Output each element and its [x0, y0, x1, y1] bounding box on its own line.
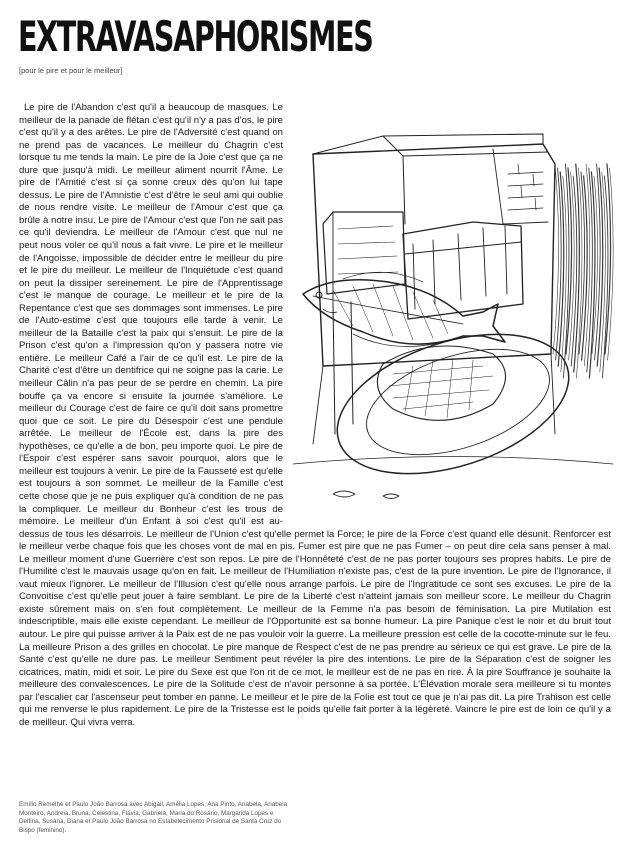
article-body: [19, 102, 611, 729]
fish-plate-drawing: [293, 104, 623, 519]
page-subtitle: [pour le pire et pour le meilleur]: [19, 66, 123, 75]
illustration-fish-plate: [293, 104, 623, 519]
article-paragraph: Le pire de l'Abandon c'est qu'il a beaucoup de masques. Le meilleur de la panade de flétan c'est qu'il n'y a pas d'os, le pire c'est qu'il y a des arêtes. Le pire de l'Adversité c'est quand on ne prend pas de vacances. Le meilleur du Chagrin c'est lorsque tu me tends la main. Le pire de la Joie c'est que ça ne dure que jusqu'à midi. Le meilleur aliment nourrit l'Âme. Le pire de l'Amitié c'est si ça sonne creux dès qu'on lui tape dessus. Le pire de l'Amnistie c'est d'être le seul ami qui oublie de nous rendre visite. Le meilleur de l'Amour c'est que ça brûle à notre insu. Le pire de l'Amour c'est que l'on ne sait pas ce qu'il deviendra. Le meilleur de l'Amour c'est que nul ne peut nous voler ce qu'il nous a fait vivre. Le pire et le meilleur de l'Angoisse, impossible de décider entre le meilleur du pire et le pire du meilleur. Le meilleur de l'Inquiétude c'est quand on peut la dissiper sereinement. Le pire de l'Apprentissage c'est le manque de courage. Le meilleur et le pire de la Repentance c'est que ses dommages sont immenses. Le pire de l'Auto-estime c'est que toujours elle tarde à venir. Le meilleur de la Bataille c'est la paix qui s'ensuit. Le pire de la Prison c'est qu'on a l'impression qu'on y passera notre vie entière. Le meilleur Café a l'air de ce qu'il est. Le pire de la Charité c'est d'être un dentifrice qui ne soigne pas la carie. Le meilleur Câlin n'a pas peur de se perdre en chemin. La pire bouffe ça va encore si ensuite la journée s'améliore. Le meilleur du Courage c'est de faire ce qu'il doit sans promettre quoi que ce soit. Le pire du Désespoir c'est une pendule arrêtée. Le meilleur de l'École est, dans la pire des hypothèses, ce qu'elle a de bon, peu importe quoi. Le pire de l'Espoir c'est espérer sans savoir pourquoi, alors que le meilleur est toujours à venir. Le pire de la Fausseté est qu'elle est toujours à son sommet. Le meilleur de la Famille c'est cette chose que je ne puis expliquer qu'à condition de ne pas la compliquer. Le meilleur du Bonheur c'est les trous de mémoire. Le meilleur d'un Enfant à soi c'est qu'il est au-dessus de tous les désarrois. Le meilleur de l'Union c'est qu'elle permet la Force; le pire de la Force c'est quand elle désunit. Renforcer est le meilleur verbe chaque fois que les choses vont de mal en pis. Fumer est pire que ne pas Fumer – on peut dire cela sans penser à mal. Le meilleur moment d'une Guerrière c'est son repos. Le pire de l'Honnêteté c'est de ne pas porter toujours ses propres habits. Le pire de l'Humilité c'est le mauvais usage qu'on en fait. Le meilleur de l'Humiliation n'existe pas, c'est de la pure invention. Le pire de l'Ignorance, il vaut mieux l'ignorer. Le meilleur de l'Illusion c'est qu'elle nous arrange parfois. Le pire de l'Ingratitude ce sont ses excuses. Le pire de la Convoitise c'est qu'elle peut jouer à faire semblant. Le pire de la Liberté c'est n'atteint jamais son meilleur score. Le meilleur du Chagrin existe sûrement mais on s'en fout complètement. Le meilleur de la Femme n'a pas besoin de féminisation. La pire Mutilation est indescriptible, mais elle existe cependant. Le meilleur de l'Opportunité est sa bonne humeur. La pire Panique c'est le noir et du bruit tout autour. Le pire qui puisse arriver à la Paix est de ne pas vouloir voir la guerre. La meilleure pression est celle de la cocotte-minute sur le feu. La meilleure Prison a des grilles en chocolat. Le pire manque de Respect c'est de ne pas prendre au sérieux ce qui est grave. Le pire de la Santé c'est qu'elle ne dure pas. Le meilleur Sentiment peut révéler la pire des intentions. Le pire de la Séparation c'est de soigner les cicatrices, matin, midi et soir. Le pire du Sexe est que l'on rit de ce mot, le meilleur est de ne pas en rire. À la pire Souffrance je souhaite la meilleure des convalescences. Le pire de la Solitude c'est de n'avoir personne à sa portée. L'Élévation morale sera meilleure si tu montes par l'escalier car l'ascenseur peut tomber en panne. Le meilleur et le pire de la Folie est tout ce que je n'ai pas dit. La pire Trahison est celle qui me renverse le plus rapidement. Le pire de la Tristesse est le poids qu'elle fait porter à la légèreté. Vaincre le pire est de loin ce qu'il y a de meilleur. Qui vivra verra.: [19, 102, 611, 728]
credits-text: Emílio Remelhe et Paulo João Barrosa avec Abigail, Amélia Lopes, Ana Pinto, Anabela, Anabela Monteiro, Andreia, Bruna, Celestina, Flávia, Gabriela, Maria do Rosário, Margarida Lopes e Delfina, Susana, Diana et Paulo João Barrosa no Estabelecimento Prisional de Santa Cruz do Bispo (feminino).: [19, 801, 288, 834]
page-title: EXTRAVASAPHORISMES: [18, 12, 373, 61]
